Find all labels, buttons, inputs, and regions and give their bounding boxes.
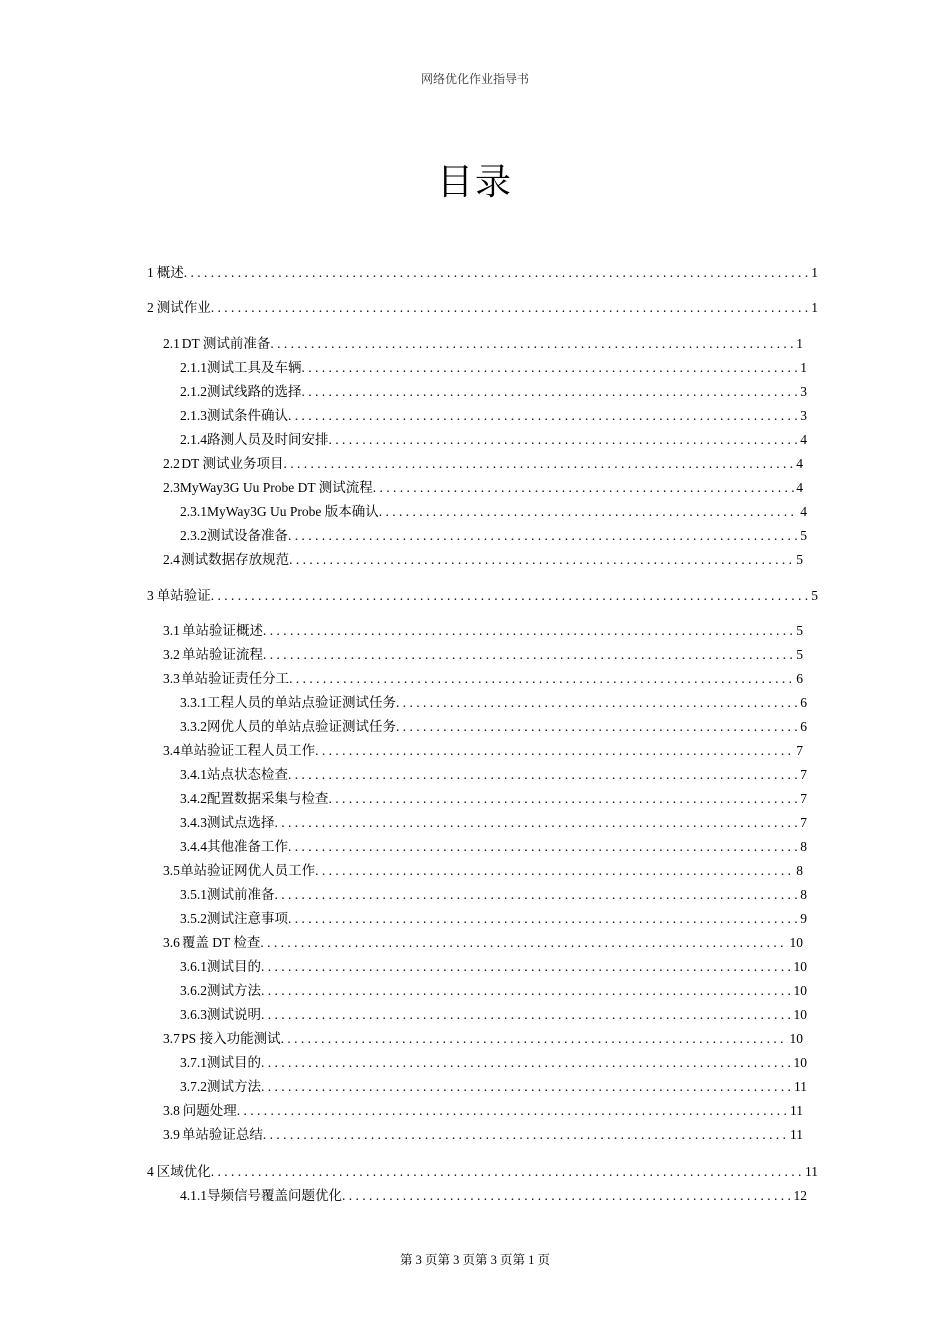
toc-entry-title: 问题处理 bbox=[182, 1103, 237, 1118]
toc-entry-page: 4 bbox=[796, 456, 803, 471]
toc-entry-title: 测试条件确认 bbox=[207, 408, 288, 423]
toc-entry[interactable] bbox=[163, 1126, 803, 1144]
toc-entry-number: 3.5 bbox=[163, 863, 180, 878]
toc-entry-page: 5 bbox=[796, 552, 803, 567]
toc-entry[interactable] bbox=[180, 790, 807, 808]
toc-entry[interactable] bbox=[180, 982, 807, 1000]
toc-entry-number: 3.6.2 bbox=[180, 983, 207, 998]
toc-entry-number: 3.4 bbox=[163, 743, 180, 758]
toc-title: 目录 bbox=[436, 162, 513, 203]
toc-entry[interactable] bbox=[180, 359, 807, 377]
toc-leader-dots bbox=[373, 479, 794, 497]
toc-entry-number: 4.1.1 bbox=[180, 1188, 207, 1203]
toc-entry-page: 5 bbox=[796, 647, 803, 662]
toc-entry-page: 10 bbox=[793, 959, 807, 974]
toc-entry-title: 测试目的 bbox=[207, 959, 261, 974]
toc-leader-dots bbox=[283, 455, 794, 473]
toc-entry[interactable] bbox=[180, 1187, 807, 1205]
toc-entry-page: 7 bbox=[800, 767, 807, 782]
toc-entry-page: 10 bbox=[789, 1031, 803, 1046]
toc-entry[interactable] bbox=[180, 503, 807, 521]
toc-entry-page: 10 bbox=[793, 1007, 807, 1022]
toc-entry-title: 单站验证流程 bbox=[182, 647, 264, 662]
toc-entry-title: DT 测试业务项目 bbox=[181, 456, 284, 471]
toc-entry[interactable] bbox=[180, 1078, 807, 1096]
toc-entry-number: 3.3.1 bbox=[180, 695, 207, 710]
toc-entry-title: 测试数据存放规范 bbox=[181, 552, 290, 567]
toc-leader-dots bbox=[211, 299, 810, 317]
toc-entry-page: 1 bbox=[796, 336, 803, 351]
toc-entry-page: 11 bbox=[790, 1127, 803, 1142]
toc-entry-title: 工程人员的单站点验证测试任务 bbox=[207, 695, 396, 710]
toc-entry[interactable] bbox=[180, 886, 807, 904]
toc-entry-number: 2.1.1 bbox=[180, 360, 207, 375]
toc-leader-dots bbox=[261, 1006, 792, 1024]
toc-entry-page: 1 bbox=[811, 265, 818, 280]
toc-entry-page: 7 bbox=[800, 815, 807, 830]
toc-leader-dots bbox=[275, 886, 799, 904]
toc-leader-dots bbox=[396, 718, 798, 736]
toc-entry-number: 3.5.1 bbox=[180, 887, 207, 902]
toc-entry[interactable] bbox=[163, 479, 803, 497]
toc-entry-page: 9 bbox=[800, 911, 807, 926]
toc-leader-dots bbox=[396, 694, 798, 712]
toc-leader-dots bbox=[379, 503, 798, 521]
toc-leader-dots bbox=[263, 646, 794, 664]
toc-entry-number: 3.3 bbox=[163, 671, 180, 686]
toc-entry[interactable] bbox=[163, 1030, 803, 1048]
toc-leader-dots bbox=[302, 383, 799, 401]
toc-entry[interactable] bbox=[163, 646, 803, 664]
toc-entry[interactable] bbox=[163, 862, 803, 880]
toc-entry-page: 4 bbox=[800, 432, 807, 447]
toc-leader-dots bbox=[329, 431, 799, 449]
toc-entry-page: 8 bbox=[800, 887, 807, 902]
toc-entry-title: 测试方法 bbox=[207, 983, 261, 998]
toc-entry-number: 3.4.3 bbox=[180, 815, 207, 830]
toc-entry-title: 概述 bbox=[156, 265, 184, 280]
toc-entry-page: 8 bbox=[796, 863, 803, 878]
toc-entry-title: 测试设备准备 bbox=[207, 528, 288, 543]
toc-leader-dots bbox=[289, 551, 794, 569]
toc-entry[interactable] bbox=[147, 299, 818, 317]
toc-leader-dots bbox=[211, 587, 810, 605]
toc-entry-page: 11 bbox=[790, 1103, 803, 1118]
toc-entry-title: MyWay3G Uu Probe DT 测试流程 bbox=[179, 480, 373, 495]
toc-entry[interactable] bbox=[180, 718, 807, 736]
toc-leader-dots bbox=[261, 958, 792, 976]
toc-entry-number: 4 bbox=[147, 1164, 154, 1179]
toc-entry-title: 配置数据采集与检查 bbox=[207, 791, 329, 806]
toc-entry[interactable] bbox=[163, 1102, 803, 1120]
toc-entry-number: 2.1.4 bbox=[180, 432, 207, 447]
toc-entry-number: 2.4 bbox=[163, 552, 180, 567]
toc-leader-dots bbox=[261, 982, 792, 1000]
toc-entry-number: 3.2 bbox=[163, 647, 180, 662]
toc-entry-title: 站点状态检查 bbox=[207, 767, 288, 782]
toc-entry-page: 11 bbox=[805, 1164, 818, 1179]
toc-entry[interactable] bbox=[180, 958, 807, 976]
toc-leader-dots bbox=[329, 790, 799, 808]
toc-entry-title: 测试注意事项 bbox=[207, 911, 288, 926]
toc-entry[interactable] bbox=[180, 910, 807, 928]
toc-entry[interactable] bbox=[163, 455, 803, 473]
toc-entry[interactable] bbox=[163, 670, 803, 688]
toc-entry-number: 3.7.1 bbox=[180, 1055, 207, 1070]
toc-leader-dots bbox=[315, 862, 794, 880]
toc-leader-dots bbox=[261, 1078, 792, 1096]
toc-entry-title: 单站验证网优人员工作 bbox=[180, 863, 316, 878]
toc-entry[interactable] bbox=[180, 431, 807, 449]
toc-entry[interactable] bbox=[163, 934, 803, 952]
toc-entry[interactable] bbox=[180, 838, 807, 856]
toc-entry-number: 2.1.2 bbox=[180, 384, 207, 399]
toc-entry-number: 3.6.1 bbox=[180, 959, 207, 974]
toc-entry-title: 测试点选择 bbox=[207, 815, 275, 830]
toc-leader-dots bbox=[211, 1163, 803, 1181]
toc-entry[interactable] bbox=[147, 264, 818, 282]
toc-leader-dots bbox=[302, 359, 799, 377]
toc-entry-page: 7 bbox=[796, 743, 803, 758]
toc-entry-page: 3 bbox=[800, 384, 807, 399]
toc-entry-number: 3.7 bbox=[163, 1031, 180, 1046]
toc-entry-page: 1 bbox=[811, 300, 818, 315]
toc-entry-page: 5 bbox=[796, 623, 803, 638]
toc-leader-dots bbox=[270, 335, 794, 353]
toc-entry-number: 2.2 bbox=[163, 456, 180, 471]
toc-entry-page: 8 bbox=[800, 839, 807, 854]
toc-entry-title: 测试前准备 bbox=[207, 887, 275, 902]
toc-entry-number: 2.1 bbox=[163, 336, 180, 351]
toc-entry-title: 单站验证总结 bbox=[181, 1127, 263, 1142]
toc-leader-dots bbox=[288, 838, 798, 856]
toc-entry-title: 单站验证责任分工 bbox=[181, 671, 290, 686]
toc-entry-number: 1 bbox=[147, 265, 154, 280]
toc-leader-dots bbox=[288, 910, 798, 928]
toc-entry-page: 5 bbox=[800, 528, 807, 543]
toc-leader-dots bbox=[237, 1102, 788, 1120]
toc-entry-title: DT 测试前准备 bbox=[181, 336, 271, 351]
toc-leader-dots bbox=[263, 1126, 788, 1144]
toc-entry-title: MyWay3G Uu Probe 版本确认 bbox=[207, 504, 379, 519]
toc-entry[interactable] bbox=[180, 1006, 807, 1024]
toc-entry-title: 单站验证工程人员工作 bbox=[180, 743, 316, 758]
toc-entry-title: 其他准备工作 bbox=[207, 839, 288, 854]
toc-leader-dots bbox=[342, 1187, 792, 1205]
toc-entry-number: 2.3 bbox=[163, 480, 180, 495]
toc-entry[interactable] bbox=[163, 335, 803, 353]
toc-entry[interactable] bbox=[180, 527, 807, 545]
toc-leader-dots bbox=[289, 670, 794, 688]
toc-leader-dots bbox=[263, 622, 794, 640]
toc-entry-number: 3.7.2 bbox=[180, 1079, 207, 1094]
toc-leader-dots bbox=[288, 766, 798, 784]
toc-entry-number: 2 bbox=[147, 300, 154, 315]
toc-entry-number: 3.8 bbox=[163, 1103, 180, 1118]
toc-entry-title: 路测人员及时间安排 bbox=[207, 432, 329, 447]
toc-entry[interactable] bbox=[180, 383, 807, 401]
page-header: 网络优化作业指导书 bbox=[420, 72, 529, 86]
toc-entry-title: 测试作业 bbox=[156, 300, 211, 315]
toc-entry-number: 3.1 bbox=[163, 623, 180, 638]
toc-entry-number: 3.3.2 bbox=[180, 719, 207, 734]
toc-entry-number: 2.3.1 bbox=[180, 504, 207, 519]
toc-entry[interactable] bbox=[180, 814, 807, 832]
toc-entry-page: 3 bbox=[800, 408, 807, 423]
toc-entry[interactable] bbox=[163, 742, 803, 760]
toc-leader-dots bbox=[275, 814, 799, 832]
toc-entry[interactable] bbox=[180, 407, 807, 425]
toc-entry-page: 4 bbox=[800, 504, 807, 519]
toc-entry[interactable] bbox=[147, 1163, 818, 1181]
toc-entry-page: 10 bbox=[793, 1055, 807, 1070]
toc-entry[interactable] bbox=[147, 587, 818, 605]
toc-entry-title: 覆盖 DT 检查 bbox=[181, 935, 261, 950]
toc-entry-page: 7 bbox=[800, 791, 807, 806]
toc-entry-page: 11 bbox=[794, 1079, 807, 1094]
toc-entry-title: 单站验证 bbox=[156, 588, 211, 603]
toc-entry-number: 3 bbox=[147, 588, 154, 603]
toc-leader-dots bbox=[261, 1054, 792, 1072]
toc-entry-page: 4 bbox=[796, 480, 803, 495]
toc-entry-title: 测试工具及车辆 bbox=[207, 360, 302, 375]
toc-entry[interactable] bbox=[180, 766, 807, 784]
toc-entry-title: 网优人员的单站点验证测试任务 bbox=[207, 719, 396, 734]
toc-entry-title: 测试说明 bbox=[207, 1007, 261, 1022]
toc-entry[interactable] bbox=[163, 622, 803, 640]
toc-entry-title: 测试线路的选择 bbox=[207, 384, 302, 399]
toc-entry-title: PS 接入功能测试 bbox=[181, 1031, 281, 1046]
toc-entry-title: 导频信号覆盖问题优化 bbox=[207, 1188, 342, 1203]
toc-leader-dots bbox=[315, 742, 794, 760]
toc-entry-number: 3.4.1 bbox=[180, 767, 207, 782]
toc-entry-number: 3.4.2 bbox=[180, 791, 207, 806]
toc-leader-dots bbox=[184, 264, 810, 282]
toc-entry-page: 6 bbox=[800, 695, 807, 710]
toc-entry-page: 12 bbox=[793, 1188, 807, 1203]
toc-entry[interactable] bbox=[180, 1054, 807, 1072]
toc-entry-number: 2.1.3 bbox=[180, 408, 207, 423]
toc-entry-number: 3.5.2 bbox=[180, 911, 207, 926]
toc-entry-page: 6 bbox=[796, 671, 803, 686]
toc-entry-page: 10 bbox=[789, 935, 803, 950]
toc-leader-dots bbox=[288, 527, 798, 545]
toc-entry-number: 3.4.4 bbox=[180, 839, 207, 854]
page-footer: 第 3 页第 3 页第 3 页第 1 页 bbox=[399, 1253, 550, 1267]
toc-entry-number: 3.6.3 bbox=[180, 1007, 207, 1022]
toc-entry-page: 10 bbox=[793, 983, 807, 998]
toc-entry-title: 区域优化 bbox=[156, 1164, 211, 1179]
toc-entry-title: 测试方法 bbox=[207, 1079, 261, 1094]
toc-entry-number: 3.6 bbox=[163, 935, 180, 950]
toc-entry-page: 6 bbox=[800, 719, 807, 734]
toc-entry-number: 2.3.2 bbox=[180, 528, 207, 543]
toc-entry[interactable] bbox=[180, 694, 807, 712]
toc-entry-title: 测试目的 bbox=[207, 1055, 261, 1070]
toc-entry-number: 3.9 bbox=[163, 1127, 180, 1142]
toc-entry[interactable] bbox=[163, 551, 803, 569]
toc-entry-page: 5 bbox=[811, 588, 818, 603]
toc-entry-title: 单站验证概述 bbox=[182, 623, 264, 638]
toc-leader-dots bbox=[281, 1030, 788, 1048]
toc-entry-page: 1 bbox=[800, 360, 807, 375]
toc-leader-dots bbox=[288, 407, 798, 425]
toc-leader-dots bbox=[260, 934, 787, 952]
